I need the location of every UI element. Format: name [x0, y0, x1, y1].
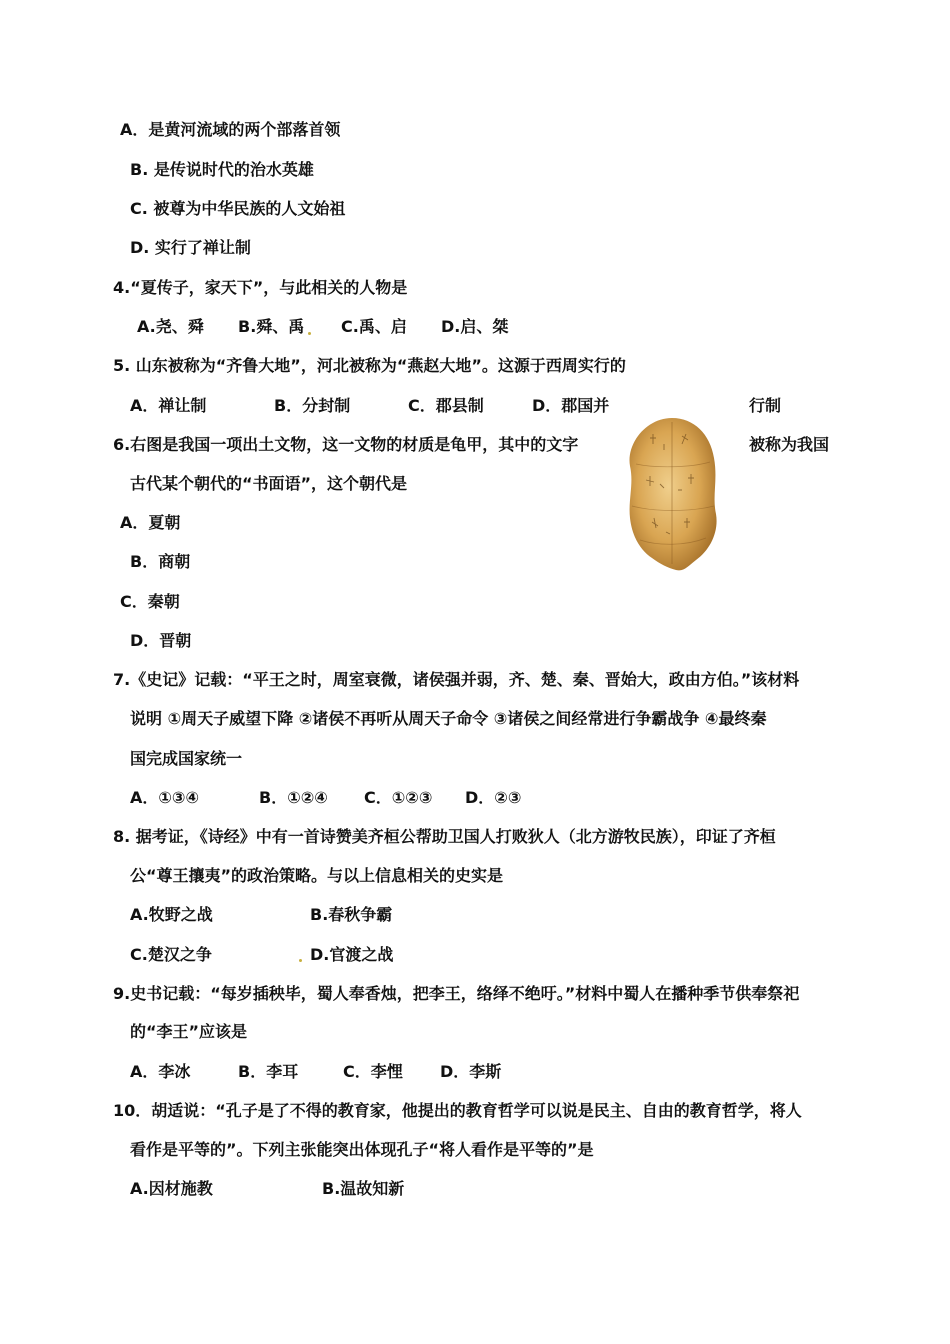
decorative-dot	[299, 959, 302, 962]
q8-option-b: B.春秋争霸	[310, 905, 393, 924]
q4-option-c: C.禹、启	[341, 317, 407, 336]
q10-stem-line1: 10．胡适说：“孔子是了不得的教育家，他提出的教育哲学可以说是民主、自由的教育哲学，将人	[113, 1101, 802, 1120]
q6-option-c: C．秦朝	[120, 592, 180, 611]
q5-option-c: C．郡县制	[408, 396, 484, 415]
q5-option-d: D．郡国并	[532, 396, 610, 415]
q3-option-b: B. 是传说时代的治水英雄	[130, 160, 314, 179]
q8-stem-line2: 公“尊王攘夷”的政治策略。与以上信息相关的史实是	[130, 866, 504, 885]
q10-option-b: B.温故知新	[322, 1179, 405, 1198]
q6-option-d: D．晋朝	[130, 631, 192, 650]
q8-stem-line1: 8. 据考证，《诗经》中有一首诗赞美齐桓公帮助卫国人打败狄人（北方游牧民族），印证了齐桓	[113, 827, 776, 846]
q9-option-c: C．李悝	[343, 1062, 403, 1081]
q9-stem-line1: 9.史书记载：“每岁插秧毕，蜀人奉香烛，把李王，络绎不绝吁。”材料中蜀人在播种季节供奉祭祀	[113, 984, 800, 1003]
q8-option-c: C.楚汉之争	[130, 945, 212, 964]
q4-stem: 4.“夏传子，家天下”，与此相关的人物是	[113, 278, 408, 297]
q6-option-a: A．夏朝	[120, 513, 181, 532]
q6-stem-line2: 古代某个朝代的“书面语”，这个朝代是	[130, 474, 408, 493]
q7-stem-line1: 7.《史记》记载：“平王之时，周室衰微，诸侯强并弱，齐、楚、秦、晋始大，政由方伯。”该材料	[113, 670, 800, 689]
q7-stem-line2: 说明 ①周天子威望下降 ②诸侯不再听从周天子命令 ③诸侯之间经常进行争霸战争 ④最终秦	[130, 709, 767, 728]
q5-option-a: A．禅让制	[130, 396, 207, 415]
q7-option-b: B．①②④	[259, 788, 328, 807]
q7-stem-line3: 国完成国家统一	[130, 749, 243, 768]
q5-stem: 5. 山东被称为“齐鲁大地”，河北被称为“燕赵大地”。这源于西周实行的	[113, 356, 626, 375]
q10-option-a: A.因材施教	[130, 1179, 213, 1198]
q6-stem-line1: 6.右图是我国一项出土文物，这一文物的材质是龟甲，其中的文字	[113, 435, 579, 454]
q6-stem-line1-right: 被称为我国	[749, 435, 830, 454]
q9-option-a: A．李冰	[130, 1062, 191, 1081]
q7-option-c: C．①②③	[364, 788, 433, 807]
q4-option-b: B.舜、禹	[238, 317, 305, 336]
q6-option-b: B．商朝	[130, 552, 191, 571]
q9-option-b: B．李耳	[238, 1062, 299, 1081]
q5-option-d-continued: 行制	[749, 396, 782, 415]
q9-stem-line2: 的“李王”应该是	[130, 1022, 248, 1041]
q10-stem-line2: 看作是平等的”。下列主张能突出体现孔子“将人看作是平等的”是	[130, 1140, 594, 1159]
q7-option-a: A．①③④	[130, 788, 200, 807]
q8-option-d: D.官渡之战	[310, 945, 394, 964]
q3-option-d: D. 实行了禅让制	[130, 238, 251, 257]
oracle-bone-turtle-shell-image	[624, 414, 720, 574]
decorative-dot	[308, 332, 311, 335]
q3-option-a: A．是黄河流域的两个部落首领	[120, 120, 341, 139]
q4-option-d: D.启、桀	[441, 317, 509, 336]
q8-option-a: A.牧野之战	[130, 905, 213, 924]
q7-option-d: D．②③	[465, 788, 522, 807]
q9-option-d: D．李斯	[440, 1062, 502, 1081]
q5-option-b: B．分封制	[274, 396, 351, 415]
q4-option-a: A.尧、舜	[137, 317, 204, 336]
q3-option-c: C. 被尊为中华民族的人文始祖	[130, 199, 346, 218]
